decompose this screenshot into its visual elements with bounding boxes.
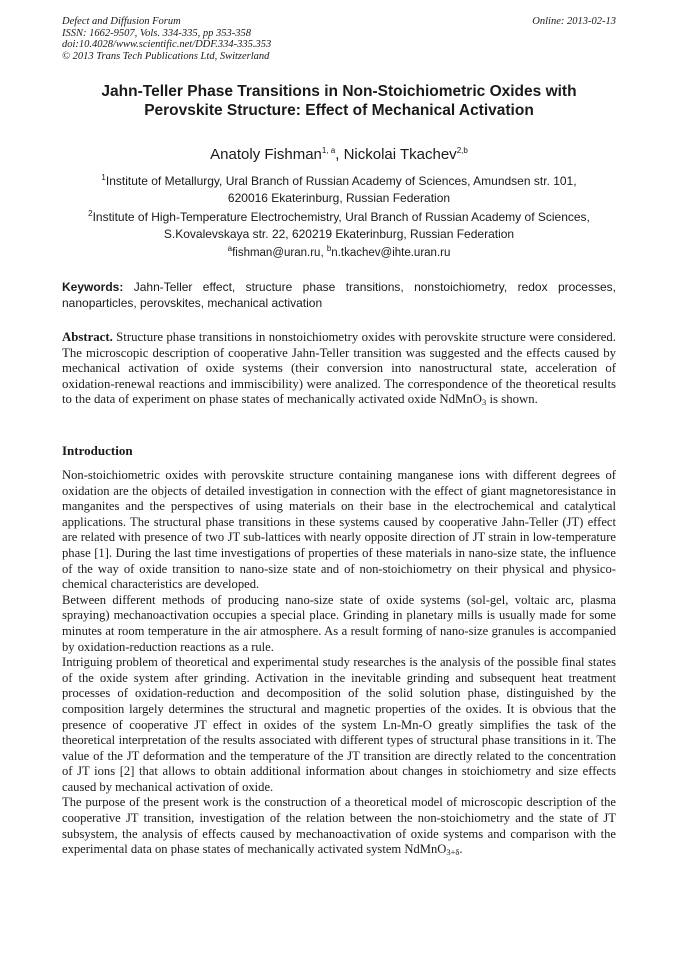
- email-a[interactable]: fishman@uran.ru,: [232, 247, 327, 259]
- title-line-1: Jahn-Teller Phase Transitions in Non-Stoichiometric Oxides with: [101, 83, 577, 100]
- affiliation-2-mark: 2: [88, 209, 93, 218]
- introduction-paragraph-1: Non-stoichiometric oxides with perovskite structure containing manganese ions with different degrees of oxidation are the objects of detailed investigation in connection with the effect of giant magnetoresistance in manganites and the perspectives of using materials on their base in the electrochemical and catalytical applications. The structural phase transitions in these systems caused by cooperative Jahn-Teller (JT) effect are related with presence of two JT sub-lattices with nearly opposite direction of JT strain in low-temperature phase [1]. During the last time investigations of properties of these materials in nano-size state, the influence of the way of oxide transition to nano-size state and of non-stoichiometry on their physical and physico-chemical characteristics are developed.: [62, 468, 616, 592]
- introduction-paragraph-4-text: The purpose of the present work is the construction of a theoretical model of microscopic description of the cooperative JT transition, investigation of the relation between the non-stoichiometry and the state of JT subsystem, the analysis of effects caused by mechanoactivation of oxide systems and comparison with the experimental data on phase states of mechanically activated system NdMnO: [62, 795, 616, 857]
- abstract: [62, 330, 616, 411]
- author-2-affiliation: 2,b: [456, 146, 468, 155]
- copyright-line: © 2013 Trans Tech Publications Ltd, Switzerland: [62, 50, 270, 62]
- introduction-paragraph-4-tail: .: [459, 842, 463, 857]
- email-b-mark: b: [326, 244, 332, 254]
- section-heading-introduction: Introduction: [62, 443, 133, 458]
- author-emails: [62, 245, 616, 261]
- introduction-paragraph-4: [62, 795, 616, 860]
- affiliation-2-line-2: S.Kovalevskaya str. 22, 620219 Ekaterinburg, Russian Federation: [163, 227, 515, 241]
- author-1-affiliation: 1, a: [321, 146, 336, 155]
- affiliation-2: [62, 209, 616, 243]
- affiliation-1-line-2: 620016 Ekaterinburg, Russian Federation: [227, 191, 451, 205]
- author-separator: ,: [335, 146, 344, 163]
- journal-header: [62, 16, 616, 62]
- issn-line: ISSN: 1662-9507, Vols. 334-335, pp 353-358: [62, 27, 251, 39]
- keywords: [62, 280, 616, 311]
- email-a-mark: a: [227, 244, 233, 254]
- email-b[interactable]: n.tkachev@ihte.uran.ru: [331, 247, 451, 259]
- introduction-paragraph-2: Between different methods of producing nano-size state of oxide systems (sol-gel, voltaic arc, plasma spraying) mechanoactivation occupies a special place. Grinding in planetary mills is usually made for some minutes at room temperature in the air atmosphere. As a result forming of nano-size granules is accompanied by oxidation-reduction reactions as a rule.: [62, 592, 616, 654]
- abstract-label: Abstract.: [62, 330, 113, 344]
- author-1: Anatoly Fishman: [210, 146, 322, 163]
- introduction-body: [62, 468, 616, 861]
- affiliation-1: [62, 173, 616, 207]
- paper-title: [62, 82, 616, 120]
- title-line-2: Perovskite Structure: Effect of Mechanical Activation: [144, 102, 534, 119]
- online-date: Online: 2013-02-13: [532, 16, 616, 27]
- abstract-tail: is shown.: [486, 392, 538, 407]
- keywords-label: Keywords:: [62, 280, 124, 294]
- introduction-formula-subscript: 3+δ: [446, 847, 460, 858]
- abstract-formula-subscript: 3: [482, 397, 487, 408]
- affiliation-1-mark: 1: [101, 173, 106, 182]
- affiliation-1-line-1: Institute of Metallurgy, Ural Branch of Russian Academy of Sciences, Amundsen str. 101,: [105, 174, 577, 188]
- journal-name: Defect and Diffusion Forum: [62, 16, 181, 27]
- author-2: Nickolai Tkachev: [343, 146, 457, 163]
- keywords-text: Jahn-Teller effect, structure phase transitions, nonstoichiometry, redox processes, nanoparticles, perovskites, mechanical activation: [62, 280, 616, 310]
- doi-line[interactable]: doi:10.4028/www.scientific.net/DDF.334-335.353: [62, 39, 272, 50]
- affiliation-2-line-1: Institute of High-Temperature Electrochemistry, Ural Branch of Russian Academy of Sciences,: [92, 210, 590, 224]
- introduction-paragraph-3: Intriguing problem of theoretical and experimental study researches is the analysis of the possible final states of the oxide system after grinding. Activation in the inevitable grinding and subsequent heat treatment processes of oxidation-reduction and decomposition of the solid solution phase, distinguished by the composition largely determines the structural and magnetic properties of the oxides. It is obvious that the presence of cooperative JT effect in oxides of the system Ln-Mn-O greatly simplifies the task of the theoretical interpretation of the results associated with different types of structural phase transitions in it. The value of the JT deformation and the temperature of the JT transition are directly related to the concentration of JT ions [2] that allows to obtain additional information about changes in stoichiometry and size effects caused by mechanical activation of oxide.: [62, 655, 616, 794]
- author-list: [62, 146, 616, 164]
- abstract-text: Structure phase transitions in nonstoichiometry oxides with perovskite structure were considered. The microscopic description of cooperative Jahn-Teller transition was suggested and the effects caused by mechanical activation of oxide systems (their conversion into nanostructural state, acceleration of oxidation-renewal reactions and immiscibility) were analized. The correspondence of the theoretical results to the data of experiment on phase states of mechanically activated oxide NdMnO: [62, 330, 616, 407]
